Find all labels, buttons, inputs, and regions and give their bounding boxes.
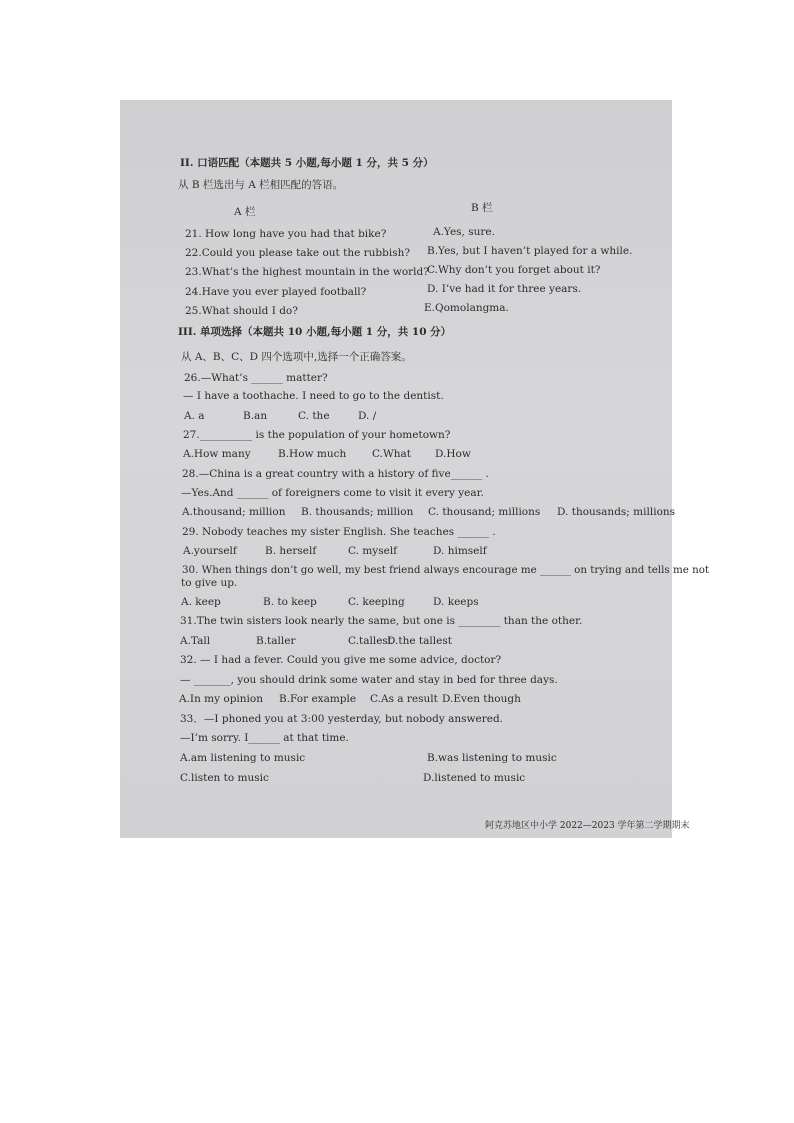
- option: A.am listening to music: [180, 752, 306, 764]
- option: C. thousand; millions: [428, 506, 541, 518]
- question-line: — I have a toothache. I need to go to the dentist.: [183, 390, 444, 402]
- option: B.was listening to music: [427, 752, 557, 764]
- option: D. himself: [433, 545, 487, 557]
- question-line: 30. When things don’t go well, my best friend always encourage me ______ on trying and tells me not: [182, 564, 710, 576]
- option: D.Even though: [442, 693, 521, 705]
- option: D.the tallest: [387, 635, 452, 647]
- option: B.How much: [278, 448, 347, 460]
- option: A.thousand; million: [182, 506, 286, 518]
- option: B. to keep: [263, 596, 317, 608]
- option: B.an: [243, 410, 268, 422]
- question-line: to give up.: [181, 577, 238, 589]
- column-a-header: A 栏: [234, 206, 256, 218]
- section-3-title: III. 单项选择（本题共 10 小题,每小题 1 分，共 10 分）: [178, 326, 452, 338]
- question-line: 31.The twin sisters look nearly the same, but one is ________ than the other.: [180, 615, 583, 627]
- question-line: 28.—China is a great country with a history of five______ .: [182, 468, 489, 480]
- match-answer: D. I’ve had it for three years.: [427, 283, 582, 295]
- option: A.Tall: [180, 635, 211, 647]
- option: A. keep: [181, 596, 221, 608]
- question-line: 32. — I had a fever. Could you give me some advice, doctor?: [180, 654, 502, 666]
- option: C. myself: [348, 545, 398, 557]
- option: C. keeping: [348, 596, 405, 608]
- match-answer: B.Yes, but I haven’t played for a while.: [427, 245, 633, 257]
- section-2-title: II. 口语匹配（本题共 5 小题,每小题 1 分，共 5 分）: [180, 157, 434, 169]
- option: C. the: [298, 410, 330, 422]
- option: A. a: [184, 410, 205, 422]
- section-2-instruction: 从 B 栏选出与 A 栏相匹配的答语。: [178, 179, 344, 191]
- question-line: —Yes.And ______ of foreigners come to visit it every year.: [181, 487, 484, 499]
- question-line: 33．—I phoned you at 3:00 yesterday, but nobody answered.: [180, 713, 504, 725]
- option: A.How many: [183, 448, 251, 460]
- option: C.listen to music: [180, 772, 269, 784]
- option: D.listened to music: [423, 772, 526, 784]
- option: C.What: [372, 448, 412, 460]
- question-line: 26.—What’s ______ matter?: [184, 372, 328, 384]
- option: D. thousands; millions: [557, 506, 676, 518]
- option: B. thousands; million: [301, 506, 414, 518]
- match-question: 22.Could you please take out the rubbish?: [185, 247, 411, 259]
- section-3-instruction: 从 A、B、C、D 四个选项中,选择一个正确答案。: [181, 351, 412, 363]
- match-question: 25.What should I do?: [185, 305, 298, 317]
- column-b-header: B 栏: [471, 202, 493, 214]
- option: D. /: [358, 410, 377, 422]
- option: A.In my opinion: [179, 693, 263, 705]
- match-question: 21. How long have you had that bike?: [185, 228, 387, 240]
- question-line: 27.__________ is the population of your hometown?: [183, 429, 451, 441]
- option: D.How: [435, 448, 471, 460]
- option: B. herself: [265, 545, 317, 557]
- match-question: 24.Have you ever played football?: [185, 286, 367, 298]
- option: C.tallest: [348, 635, 393, 647]
- option: B.For example: [279, 693, 357, 705]
- match-answer: A.Yes, sure.: [433, 226, 495, 238]
- question-line: — _______, you should drink some water and stay in bed for three days.: [180, 674, 558, 686]
- question-line: 29. Nobody teaches my sister English. She teaches ______ .: [182, 526, 496, 538]
- option: C.As a result: [370, 693, 438, 705]
- match-question: 23.What’s the highest mountain in the world?: [185, 266, 429, 278]
- option: A.yourself: [183, 545, 237, 557]
- option: D. keeps: [433, 596, 479, 608]
- match-answer: C.Why don’t you forget about it?: [427, 264, 601, 276]
- option: B.taller: [256, 635, 296, 647]
- match-answer: E.Qomolangma.: [424, 302, 509, 314]
- page-footer: 阿克苏地区中小学 2022—2023 学年第二学期期末: [485, 821, 690, 831]
- question-line: —I’m sorry. I______ at that time.: [180, 732, 349, 744]
